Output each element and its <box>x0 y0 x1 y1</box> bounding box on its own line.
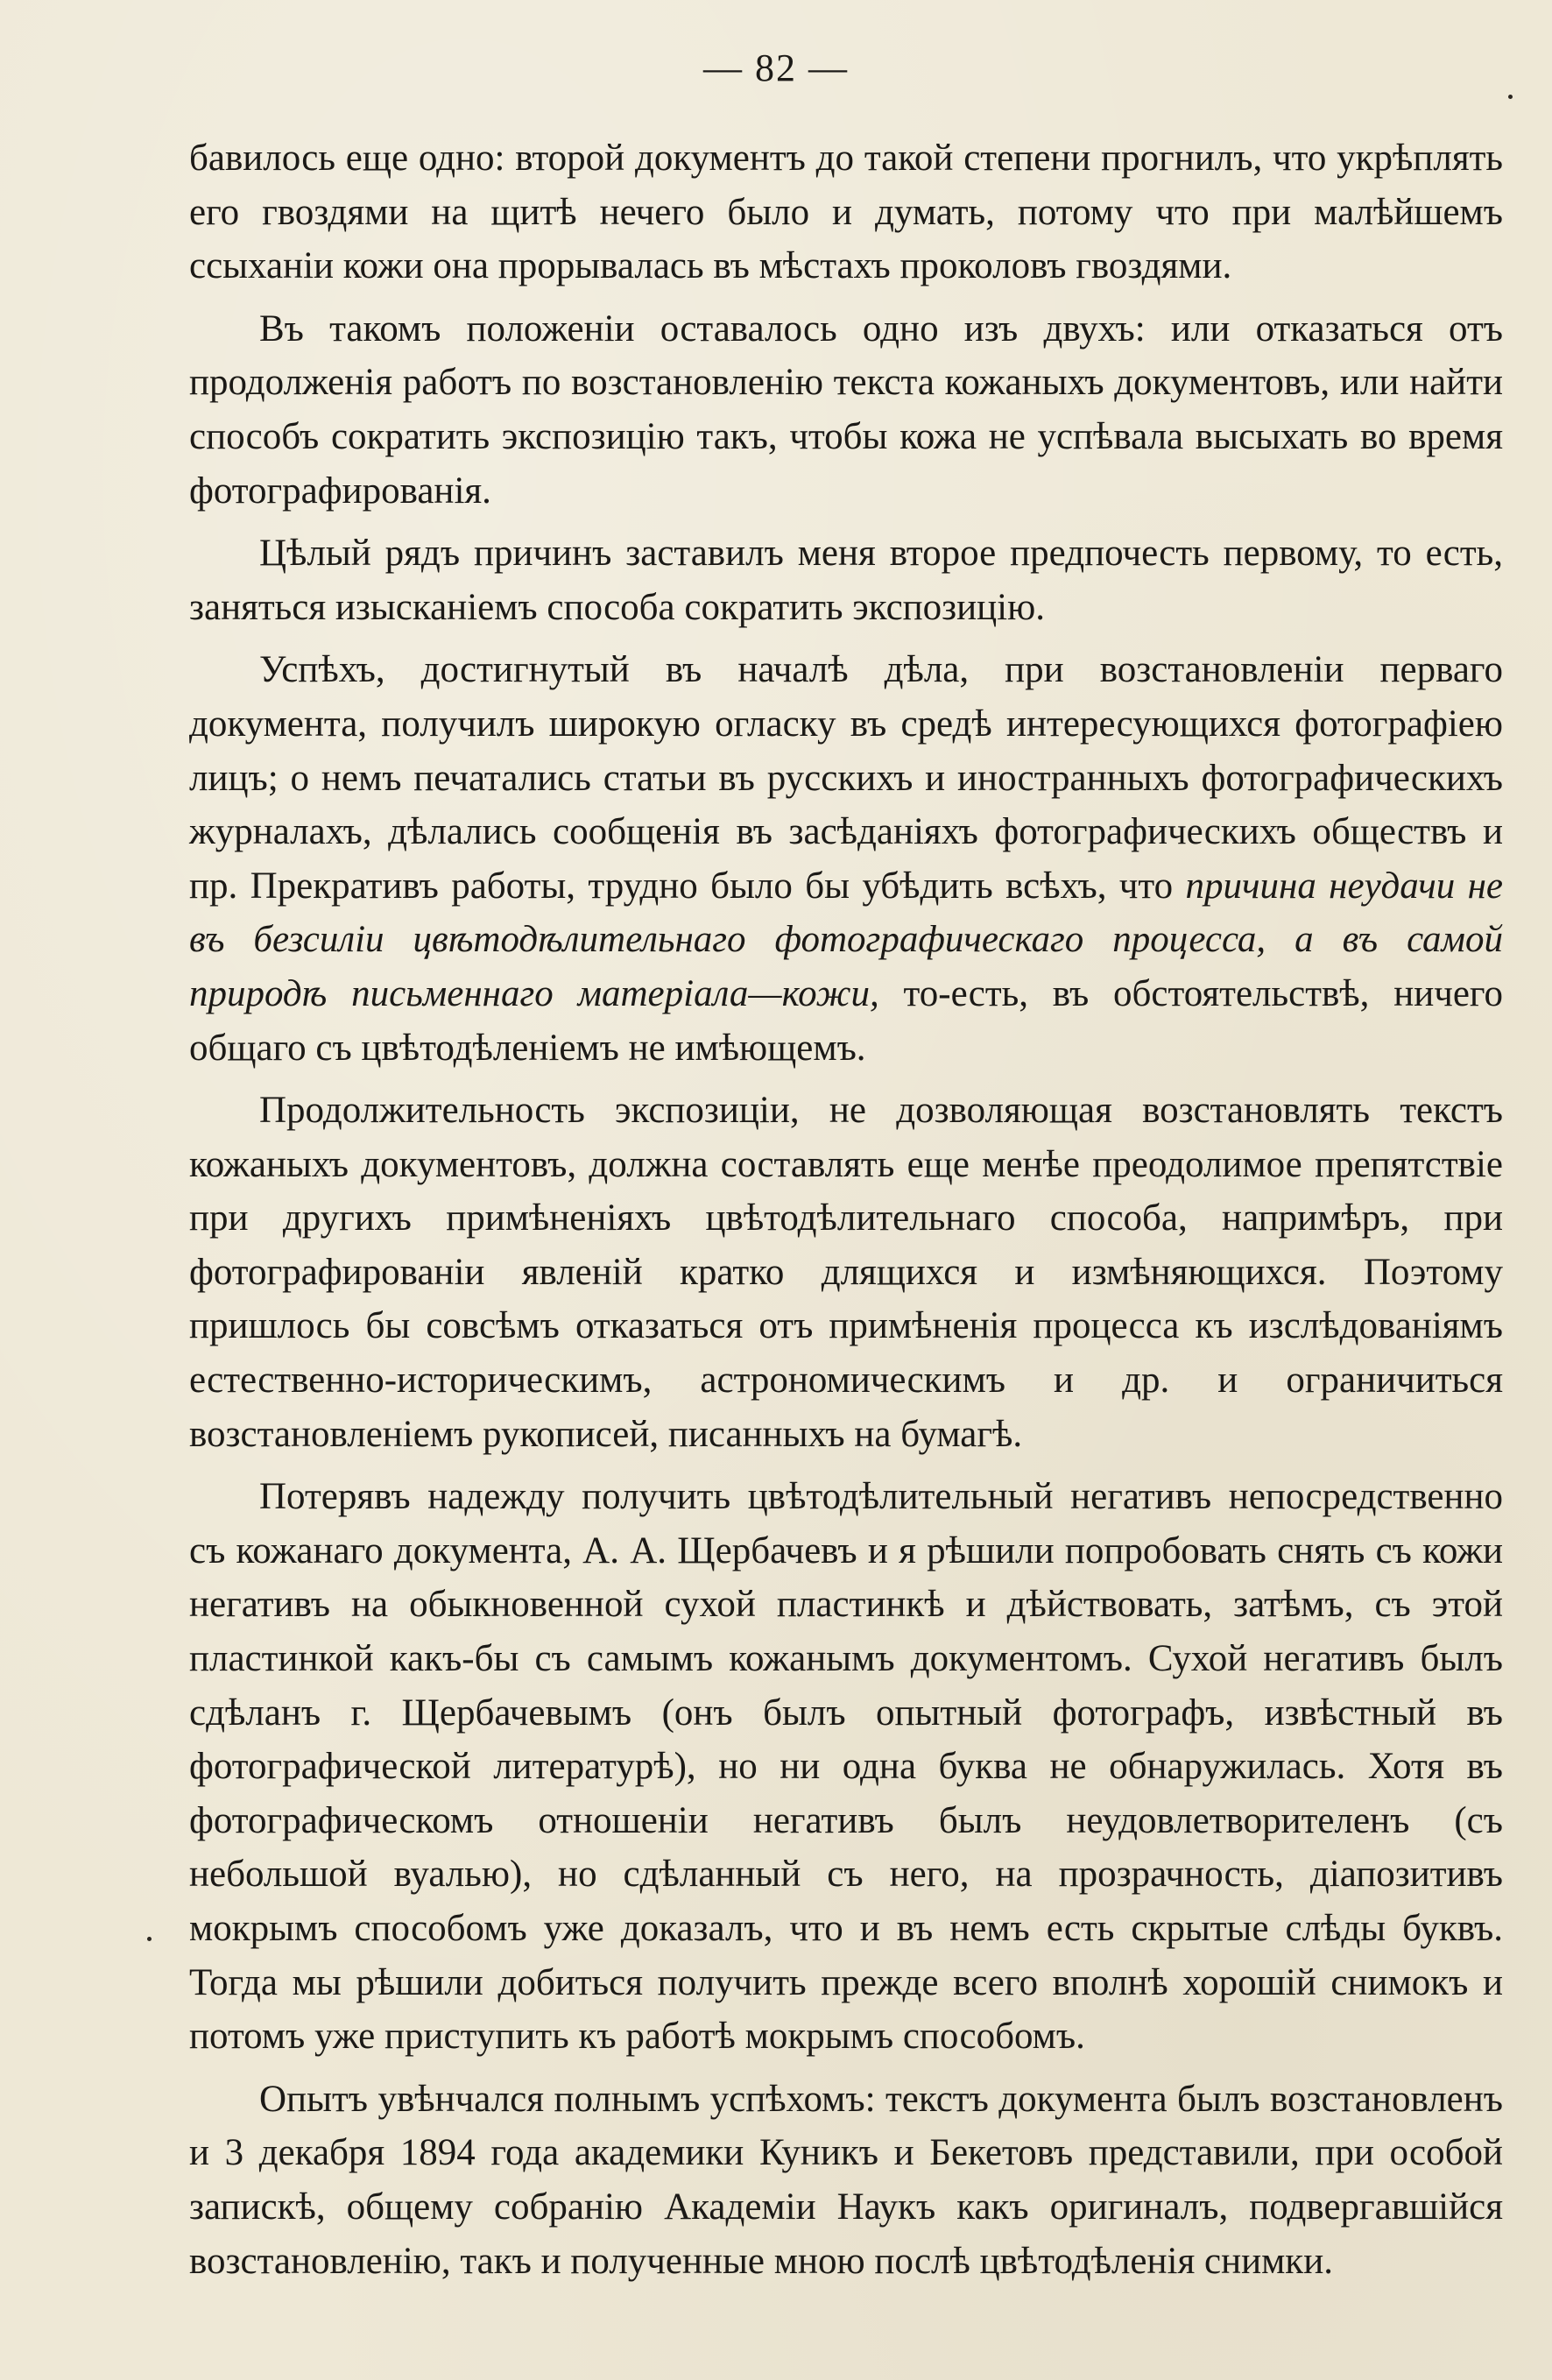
paragraph-text: Опытъ увѣнчался полнымъ успѣхомъ: текстъ документа былъ возстановленъ и 3 декабря 1894 года академики Куникъ и Бекетовъ представили, при особой запискѣ, общему собранію Академіи Наукъ какъ оригиналъ, подвергавшійся возстановленію, такъ и полученные мною послѣ цвѣтодѣленія снимки. <box>189 2078 1503 2282</box>
paragraph-italic-text: причина неудачи не въ безсиліи цвѣтодѣлительнаго фотографическаго процесса, а въ самой природѣ письменнаго матеріала—кожи, <box>189 865 1504 1014</box>
ink-speck <box>147 1937 152 1941</box>
paragraph-text: Успѣхъ, достигнутый въ началѣ дѣла, при возстановленіи перваго документа, получилъ широкую огласку въ средѣ интересующихся фотографіею лицъ; о немъ печатались статьи въ русскихъ и иностранныхъ фотографическихъ журналахъ, дѣлались сообщенія въ засѣданіяхъ фотографическихъ обществъ и пр. Прекративъ работы, трудно было бы убѣдить всѣхъ, что <box>189 649 1503 907</box>
paragraph <box>189 526 1503 634</box>
paragraph <box>189 131 1503 293</box>
ink-speck <box>1508 95 1513 99</box>
paragraph-text: Продолжительность экспозиціи, не дозволяющая возстановлять текстъ кожаныхъ документовъ, должна составлять еще менѣе преодолимое препятствіе при другихъ примѣненіяхъ цвѣтодѣлительнаго способа, напримѣръ, при фотографированіи явленій кратко длящихся и измѣняющихся. Поэтому пришлось бы совсѣмъ отказаться отъ примѣненія процесса къ изслѣдованіямъ естественно-историческимъ, астрономическимъ и др. и ограничиться возстановленіемъ рукописей, писанныхъ на бумагѣ. <box>189 1090 1503 1455</box>
paragraph-text: Потерявъ надежду получить цвѣтодѣлительный негативъ непосредственно съ кожанаго документа, А. А. Щербачевъ и я рѣшили попробовать снять съ кожи негативъ на обыкновенной сухой пластинкѣ и дѣйствовать, затѣмъ, съ этой пластинкой какъ-бы съ самымъ кожанымъ документомъ. Сухой негативъ былъ сдѣланъ г. Щербачевымъ (онъ былъ опытный фотографъ, извѣстный въ фотографической литературѣ), но ни одна буква не обнаружилась. Хотя въ фотографическомъ отношеніи негативъ былъ неудовлетворителенъ (съ небольшой вуалью), но сдѣланный съ него, на прозрачность, діапозитивъ мокрымъ способомъ уже доказалъ, что и въ немъ есть скрытые слѣды буквъ. Тогда мы рѣшили добиться получить прежде всего вполнѣ хорошій снимокъ и потомъ уже приступить къ работѣ мокрымъ способомъ. <box>189 1476 1503 2058</box>
paragraph <box>189 1084 1503 1461</box>
page-number: — 82 — <box>703 46 849 89</box>
paragraph <box>189 643 1503 1075</box>
paragraph <box>189 2073 1503 2288</box>
paragraph-text: Въ такомъ положеніи оставалось одно изъ двухъ: или отказаться отъ продолженія работъ по возстановленію текста кожаныхъ документовъ, или найти способъ сократить экспозицію такъ, чтобы кожа не успѣвала высыхать во время фотографированія. <box>189 307 1503 512</box>
paragraph <box>189 302 1503 518</box>
paragraph-text: бавилось еще одно: второй документъ до такой степени прогнилъ, что укрѣплять его гвоздями на щитѣ нечего было и думать, потому что при малѣйшемъ ссыханіи кожи она прорывалась въ мѣстахъ проколовъ гвоздями. <box>189 138 1503 287</box>
paragraph <box>189 1470 1503 2064</box>
body-text <box>189 131 1503 2288</box>
paragraph-text-after: то-есть, въ обстоятельствѣ, ничего общаго съ цвѣтодѣленіемъ не имѣющемъ. <box>189 972 1503 1069</box>
paragraph-text: Цѣлый рядъ причинъ заставилъ меня второе предпочесть первому, то есть, заняться изысканіемъ способа сократить экспозицію. <box>189 533 1503 628</box>
